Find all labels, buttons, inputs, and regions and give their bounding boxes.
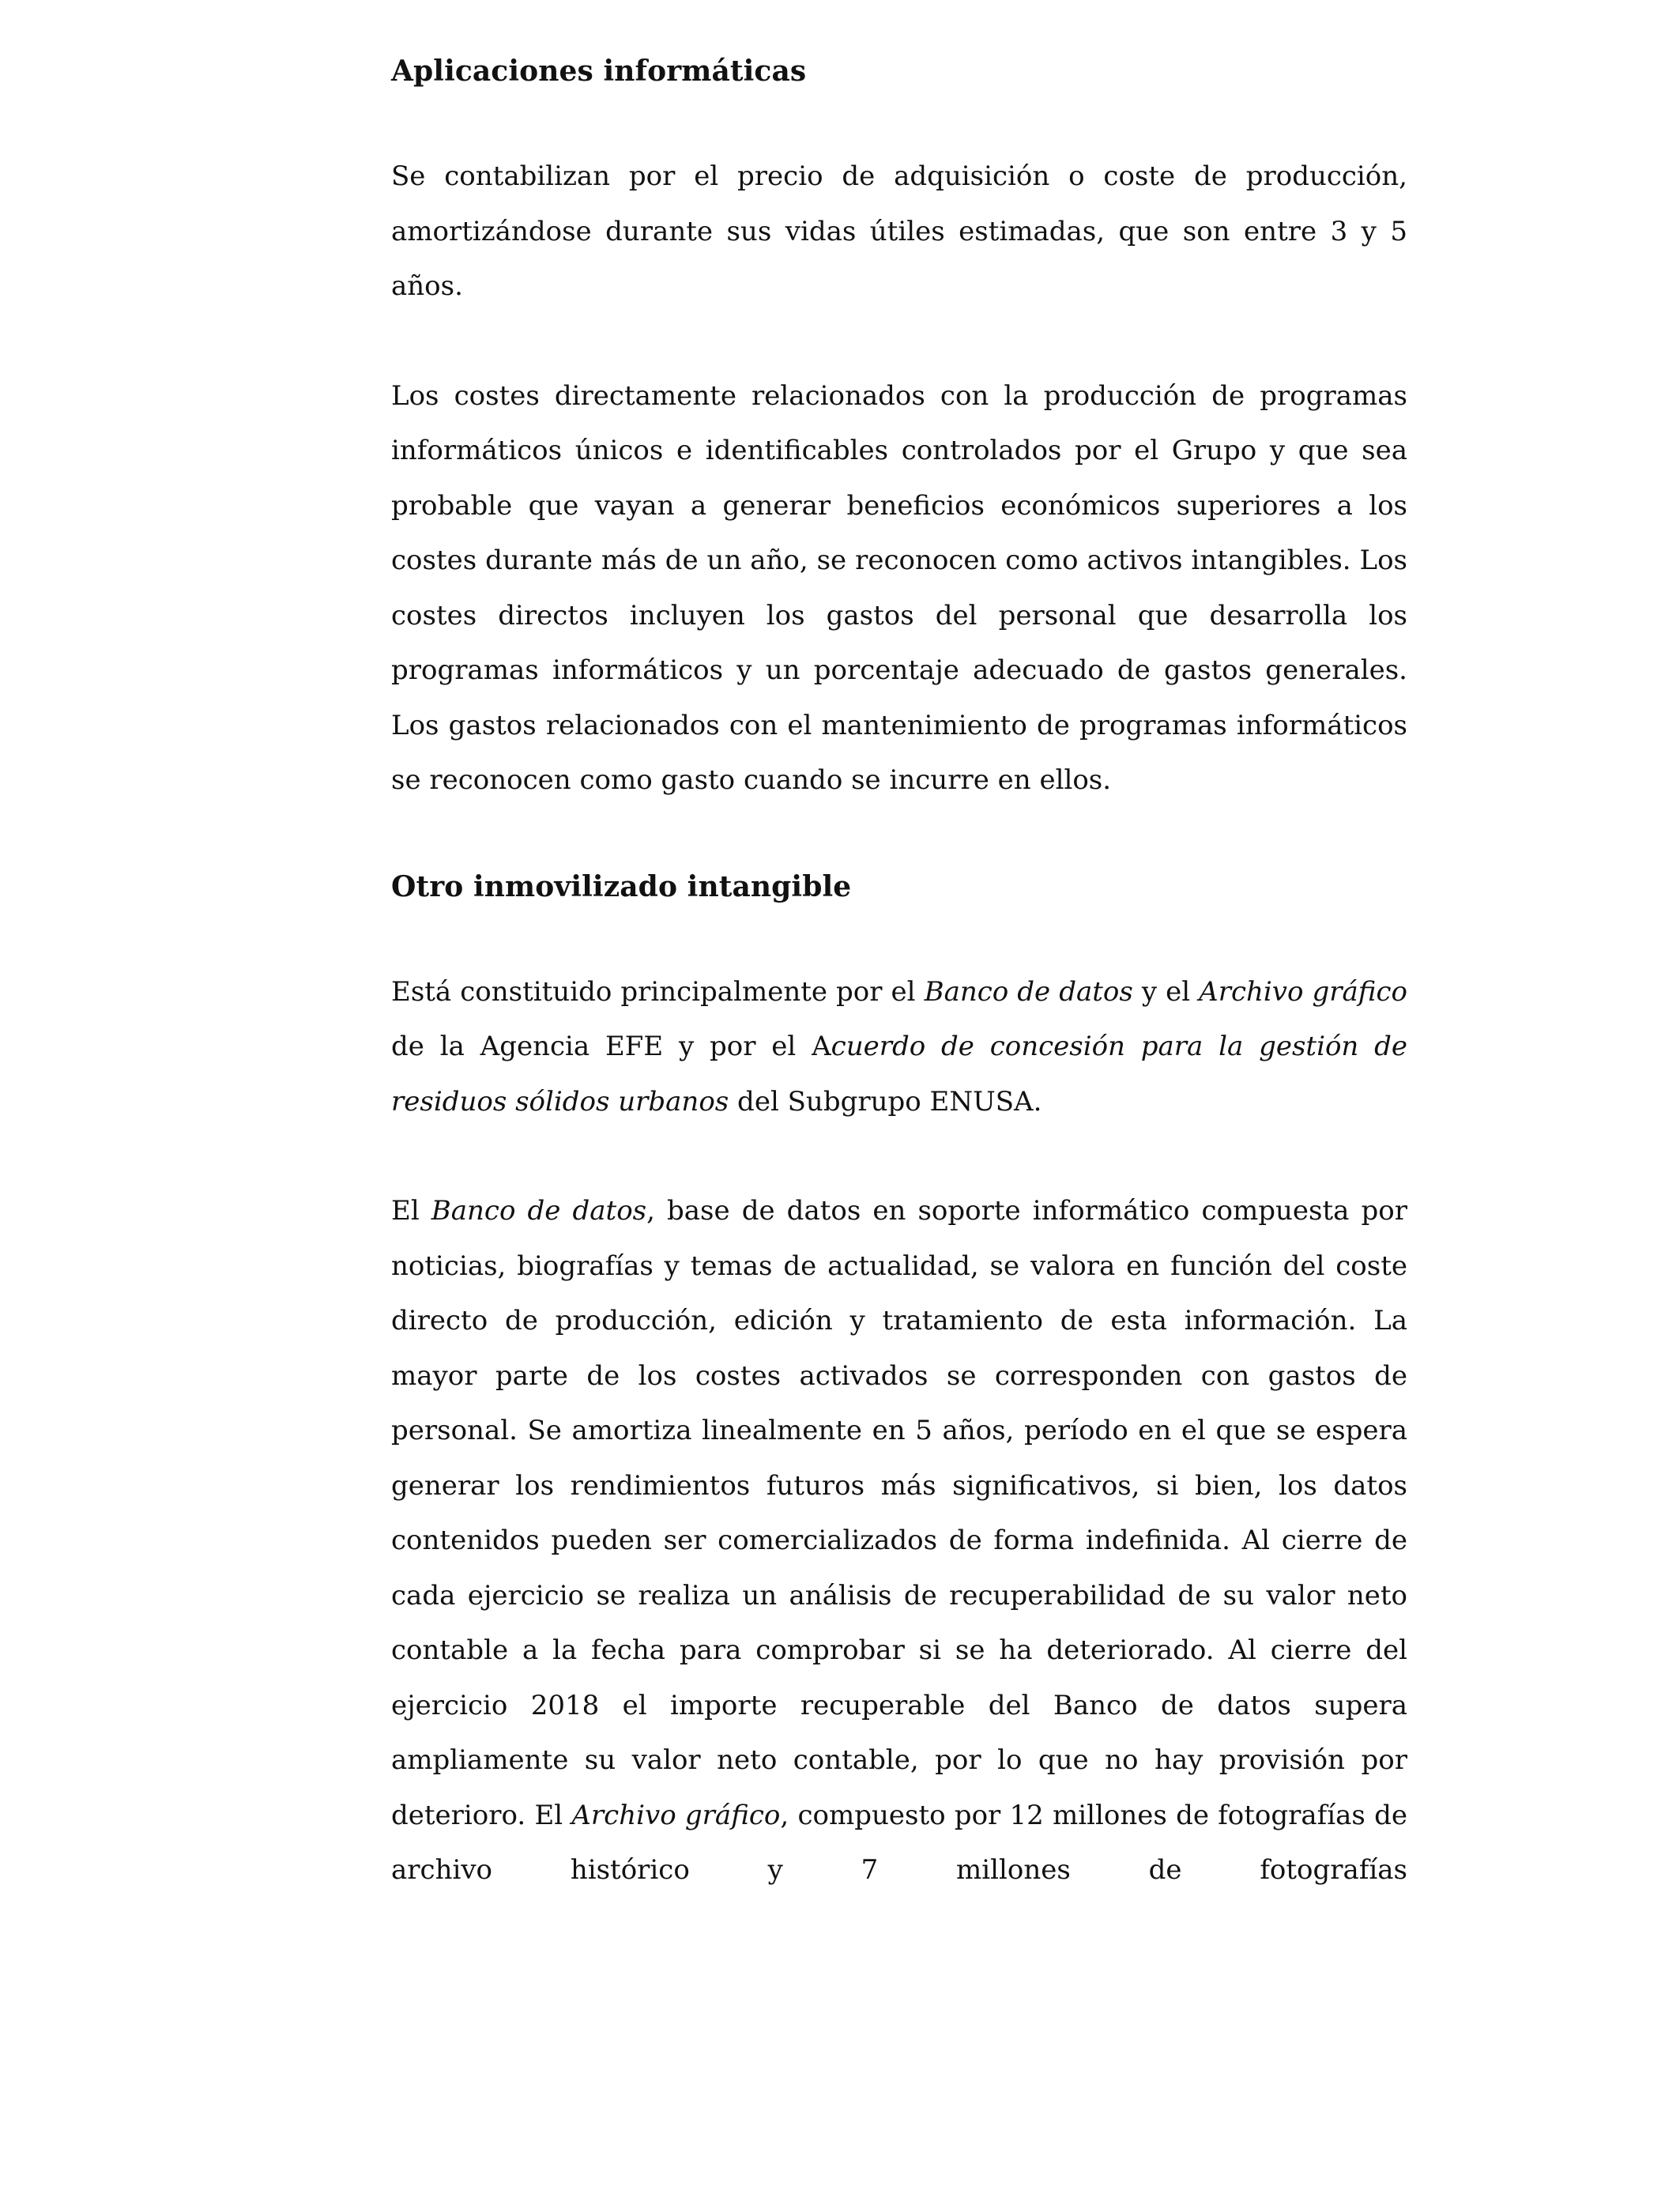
heading-otro-inmovilizado: Otro inmovilizado intangible (391, 869, 852, 903)
italic-acuerdo-concesion: cuerdo de concesión para la gestión de residuos sólidos urbanos (391, 1031, 1407, 1118)
paragraph-contabilizacion: Se contabilizan por el precio de adquisición o coste de producción, amortizándose durante sus vidas útiles estimadas, que son entre 3 y 5 años. (391, 160, 1407, 302)
italic-banco-de-datos-2: Banco de datos (431, 1195, 647, 1227)
paragraph-costes-directos: Los costes directamente relacionados con la producción de programas informáticos únicos e identificables controlados por el Grupo y que sea probable que vayan a generar beneficios económicos superiores a los costes durante más de un año, se reconocen como activos intangibles. Los costes directos incluyen los gastos del personal que desarrolla los programas informáticos y un porcentaje adecuado de gastos generales. Los gastos relacionados con el mantenimiento de programas informáticos se reconocen como gasto cuando se incurre en ellos. (391, 379, 1407, 796)
paragraph-banco-de-datos: El Banco de datos, base de datos en soporte informático compuesta por noticias, biografías y temas de actualidad, se valora en función del coste directo de producción, edición y tratamiento de esta información. La mayor parte de los costes activados se corresponden con gastos de personal. Se amortiza linealmente en 5 años, período en el que se espera generar los rendimientos futuros más significativos, si bien, los datos contenidos pueden ser comercializados de forma indefinida. Al cierre de cada ejercicio se realiza un análisis de recuperabilidad de su valor neto contable a la fecha para comprobar si se ha deteriorado. Al cierre del ejercicio 2018 el importe recuperable del Banco de datos supera ampliamente su valor neto contable, por lo que no hay provisión por deterioro. El Archivo gráfico, compuesto por 12 millones de fotografías de archivo histórico y 7 millones de fotografías (391, 1195, 1407, 1886)
document-body (391, 47, 1407, 1898)
italic-banco-de-datos: Banco de datos (924, 975, 1133, 1008)
italic-archivo-grafico-2: Archivo gráfico (571, 1799, 781, 1831)
paragraph-constitucion: Está constituido principalmente por el Banco de datos y el Archivo gráfico de la Agencia EFE y por el Acuerdo de concesión para la gestión de residuos sólidos urbanos del Subgrupo ENUSA. (391, 975, 1407, 1118)
italic-archivo-grafico: Archivo gráfico (1199, 975, 1407, 1008)
heading-aplicaciones-informaticas: Aplicaciones informáticas (391, 55, 807, 88)
